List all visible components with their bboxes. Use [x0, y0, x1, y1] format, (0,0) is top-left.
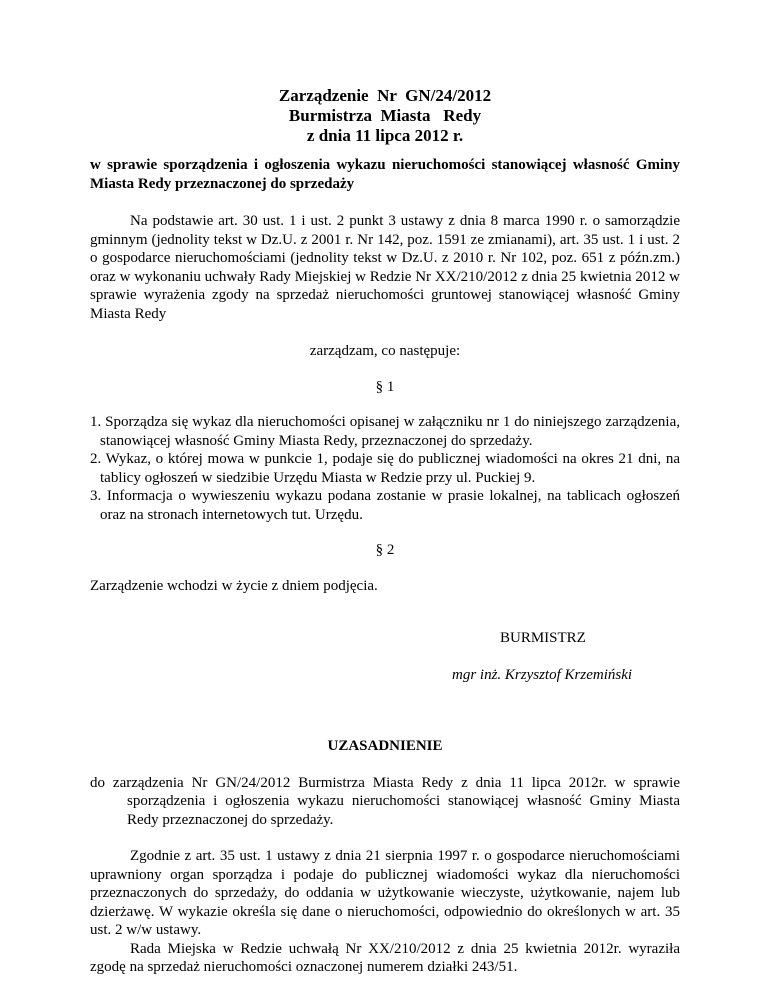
section-1-symbol: § 1 — [375, 378, 395, 395]
signature-title: BURMISTRZ — [500, 630, 586, 646]
section-2-symbol: § 2 — [375, 542, 395, 558]
decree-phrase: zarządzam, co następuje: — [309, 343, 461, 359]
document-title-date: z dnia 11 lipca 2012 r. — [306, 126, 464, 145]
justification-paragraph-1: Zgodnie z art. 35 ust. 1 ustawy z dnia 21 sierpnia 1997 r. o gospodarce nieruchomościami uprawniony organ sporządza i podaje do publicznej wiadomości wykaz dla nieruchomości przeznaczonych do sprzedaży, do oddania w użytkowanie wieczyste, użytkowanie, najem lub dzierżawę. W wykazie określa się dane o nieruchomości, odpowiednio do określonych w art. 35 ust. 2 w/w ustawy. — [90, 848, 680, 938]
document-title-issuer: Burmistrza Miasta Redy — [288, 106, 482, 125]
section-2-text: Zarządzenie wchodzi w życie z dniem podjęcia. — [90, 577, 378, 594]
section-1-point: 2. Wykaz, o której mowa w punkcie 1, podaje się do publicznej wiadomości na okres 21 dni, na tablicy ogłoszeń w siedzibie Urzędu Miasta w Redzie przy ul. Puckiej 9. — [90, 451, 680, 486]
legal-basis-paragraph: Na podstawie art. 30 ust. 1 i ust. 2 punkt 3 ustawy z dnia 8 marca 1990 r. o samorządzie gminnym (jednolity tekst w Dz.U. z 2001 r. Nr 142, poz. 1591 ze zmianami), art. 35 ust. 1 i ust. 2 o gospodarce nieruchomościami (jednolity tekst w Dz.U. z 2010 r. Nr 102, poz. 651 z późn.zm.) oraz w wykonaniu uchwały Rady Miejskiej w Redzie Nr XX/210/2012 z dnia 25 kwietnia 2012 w sprawie wyrażenia zgody na sprzedaż nieruchomości gruntowej stanowiącej własność Gminy Miasta Redy — [90, 213, 680, 322]
justification-heading: UZASADNIENIE — [327, 738, 443, 754]
document-page — [90, 86, 680, 977]
section-1-points — [90, 413, 680, 524]
justification-intro: do zarządzenia Nr GN/24/2012 Burmistrza Miasta Redy z dnia 11 lipca 2012r. w sprawie sporządzenia i ogłoszenia wykazu nieruchomości stanowiącej własność Gminy Miasta Redy przeznaczonej do sprzedaży. — [90, 774, 680, 828]
document-subject: w sprawie sporządzenia i ogłoszenia wykazu nieruchomości stanowiącej własność Gminy Miasta Redy przeznaczonej do sprzedaży — [90, 157, 680, 192]
justification-paragraph-2: Rada Miejska w Redzie uchwałą Nr XX/210/2012 z dnia 25 kwietnia 2012r. wyraziła zgodę na sprzedaż nieruchomości oznaczonej numerem działki 243/51. — [90, 940, 680, 975]
section-1-point: 1. Sporządza się wykaz dla nieruchomości opisanej w załączniku nr 1 do niniejszego zarządzenia, stanowiącej własność Gminy Miasta Redy, przeznaczonej do sprzedaży. — [90, 414, 680, 449]
signature-name: mgr inż. Krzysztof Krzemiński — [452, 666, 633, 683]
section-1-point: 3. Informacja o wywieszeniu wykazu podana zostanie w prasie lokalnej, na tablicach ogłoszeń oraz na stronach internetowych tut. Urzędu. — [90, 488, 680, 523]
document-title-number: Zarządzenie Nr GN/24/2012 — [278, 86, 492, 105]
